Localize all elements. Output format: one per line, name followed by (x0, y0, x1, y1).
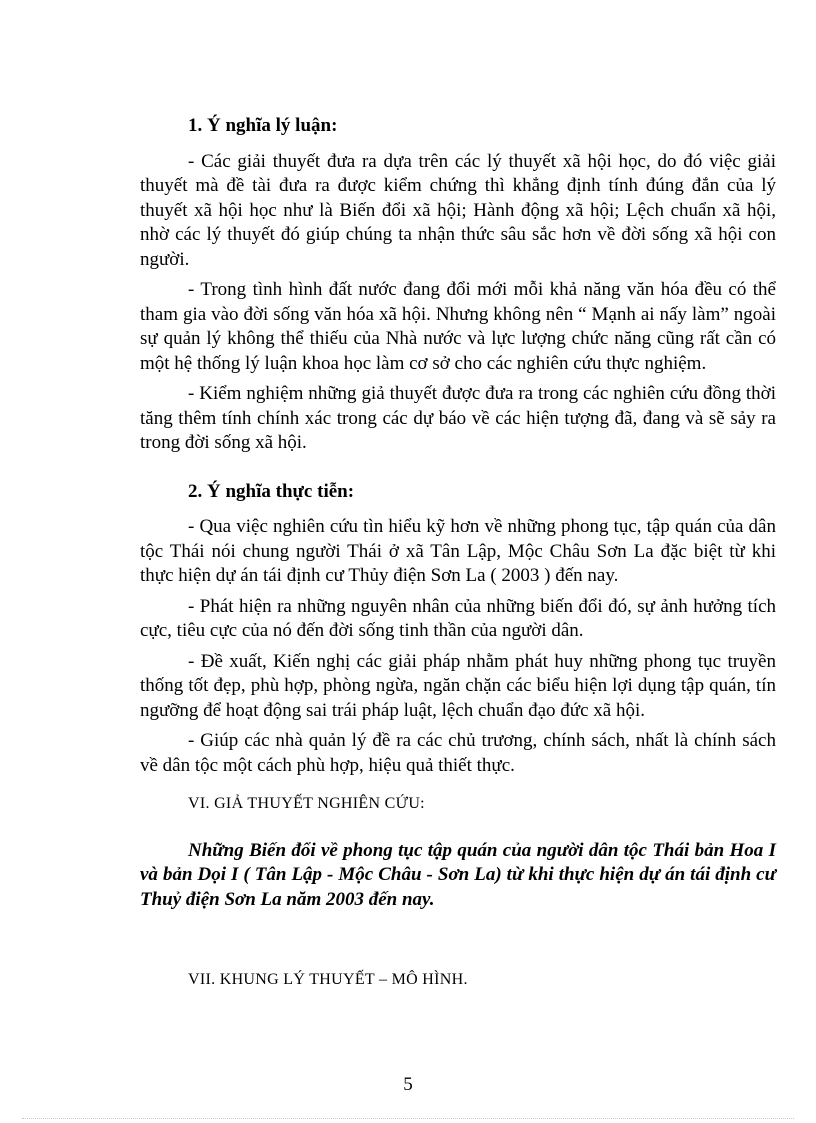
paragraph: - Giúp các nhà quản lý đề ra các chủ trương, chính sách, nhất là chính sách về dân tộc một cách phù hợp, hiệu quả thiết thực. (140, 730, 776, 776)
section-heading-research-hypothesis: VI. GIẢ THUYẾT NGHIÊN CỨU: (188, 795, 425, 812)
section-heading-practical-significance: 2. Ý nghĩa thực tiễn: (188, 480, 355, 502)
paragraph: - Đề xuất, Kiến nghị các giải pháp nhằm phát huy những phong tục truyền thống tốt đẹp, phù hợp, phòng ngừa, ngăn chặn các biểu hiện lợi dụng tập quán, tín ngưỡng để hoạt động sai trái pháp luật, lệch chuẩn đạo đức xã hội. (140, 650, 776, 721)
paragraph: - Trong tình hình đất nước đang đổi mới mỗi khả năng văn hóa đều có thể tham gia vào đời sống văn hóa xã hội. Nhưng không nên “ Mạnh ai nấy làm” ngoài sự quản lý không thể thiếu của Nhà nước và lực lượng chức năng cũng rất cần có một hệ thống lý luận khoa học làm cơ sở cho các nghiên cứu thực nghiệm. (140, 279, 776, 374)
page-number: 5 (403, 1074, 413, 1095)
paragraph: - Kiểm nghiệm những giả thuyết được đưa ra trong các nghiên cứu đồng thời tăng thêm tính chính xác trong các dự báo về các hiện tượng đã, đang và sẽ sảy ra trong đời sống xã hội. (140, 383, 776, 453)
page-content (140, 114, 776, 993)
paragraph: - Qua việc nghiên cứu tìn hiểu kỹ hơn về những phong tục, tập quán của dân tộc Thái nói chung người Thái ở xã Tân Lập, Mộc Châu Sơn La đặc biệt từ khi thực hiện dự án tái định cư Thủy điện Sơn La ( 2003 ) đến nay. (140, 516, 776, 586)
paragraph: - Các giải thuyết đưa ra dựa trên các lý thuyết xã hội học, do đó việc giải thuyết mà đề tài đưa ra được kiểm chứng thì khẳng định tính đúng đắn của lý thuyết xã hội học như là Biến đổi xã hội; Hành động xã hội; Lệch chuẩn xã hội, nhờ các lý thuyết đó giúp chúng ta nhận thức sâu sắc hơn về đời sống xã hội con người. (140, 150, 776, 270)
footer-divider (22, 1118, 794, 1119)
hypothesis-text: Những Biến đổi về phong tục tập quán của người dân tộc Thái bản Hoa I và bản Dọi I ( Tân Lập - Mộc Châu - Sơn La) từ khi thực hiện dự án tái định cư Thuỷ điện Sơn La năm 2003 đến nay. (140, 839, 776, 910)
section-heading-theoretical-framework: VII. KHUNG LÝ THUYẾT – MÔ HÌNH. (188, 971, 468, 988)
section-heading-theoretical-significance: 1. Ý nghĩa lý luận: (188, 115, 338, 136)
paragraph: - Phát hiện ra những nguyên nhân của những biến đổi đó, sự ảnh hưởng tích cực, tiêu cực của nó đến đời sống tinh thần của người dân. (140, 595, 776, 641)
